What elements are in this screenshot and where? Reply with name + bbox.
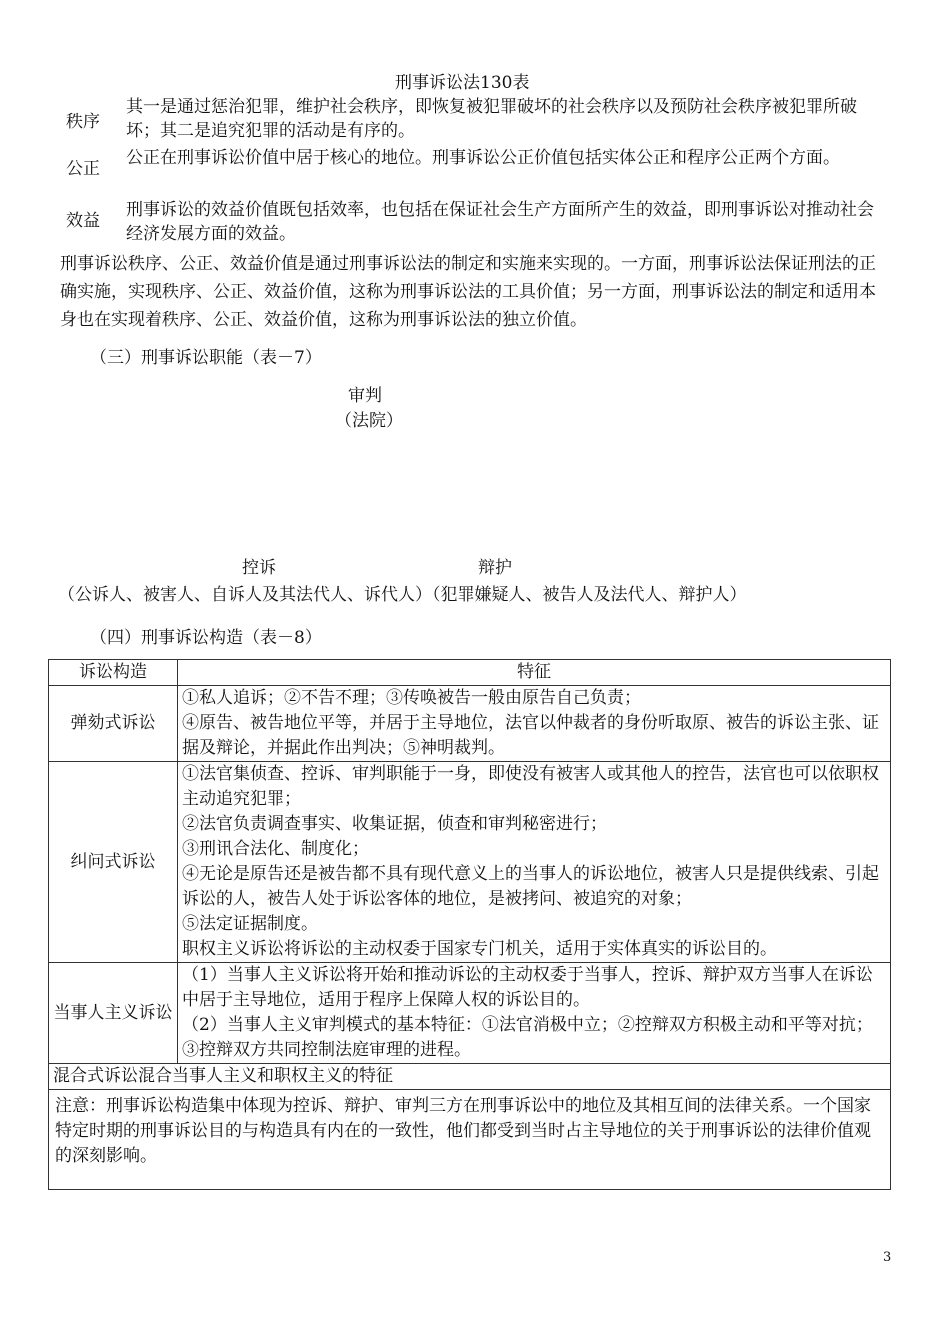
value-row-justice [60,146,880,194]
feature-line: ②法官负责调查事实、收集证据，侦查和审判秘密进行； [182,814,607,834]
structure-features [178,762,891,963]
feature-line: ③刑讯合法化、制度化； [182,839,369,859]
value-text: 公正在刑事诉讼价值中居于核心的地位。刑事诉讼公正价值包括实体公正和程序公正两个方面。 [126,148,840,168]
function-judge-party: （法院） [335,411,403,431]
feature-line: ④原告、被告地位平等，并居于主导地位，法官以仲裁者的身份听取原、被告的诉讼主张、证据及辩论，并据此作出判决；⑤神明裁判。 [182,713,879,758]
value-row-order [60,95,880,143]
structure-table [48,659,891,1190]
structure-name: 纠问式诉讼 [49,762,178,963]
header-features: 特征 [178,660,891,686]
section-heading-structure: （四）刑事诉讼构造（表－8） [90,628,322,648]
value-label: 公正 [66,159,100,179]
table-row [49,762,891,963]
function-prosecute: 控诉 [242,558,276,578]
table-row-mixed [49,1064,891,1090]
mixed-structure: 混合式诉讼混合当事人主义和职权主义的特征 [49,1064,891,1090]
section-heading-functions: （三）刑事诉讼职能（表－7） [90,348,322,368]
table-row [49,686,891,762]
value-label: 效益 [66,211,100,231]
feature-line: （2）当事人主义审判模式的基本特征：①法官消极中立；②控辩双方积极主动和平等对抗；③控辩双方共同控制法庭审理的进程。 [182,1015,873,1060]
value-text: 刑事诉讼的效益价值既包括效率，也包括在保证社会生产方面所产生的效益，即刑事诉讼对推动社会经济发展方面的效益。 [126,200,874,244]
feature-line: （1）当事人主义诉讼将开始和推动诉讼的主动权委于当事人，控诉、辩护双方当事人在诉讼中居于主导地位，适用于程序上保障人权的诉讼目的。 [182,965,873,1010]
table-row [49,963,891,1064]
page-number: 3 [883,1250,892,1265]
feature-line: ①私人追诉；②不告不理；③传唤被告一般由原告自己负责； [182,688,641,708]
document-title: 刑事诉讼法130表 [395,73,530,93]
structure-note: 注意：刑事诉讼构造集中体现为控诉、辩护、审判三方在刑事诉讼中的地位及其相互间的法律关系。一个国家特定时期的刑事诉讼目的与构造具有内在的一致性，他们都受到当时占主导地位的关于刑事诉讼的法律价值观的深刻影响。 [49,1090,891,1190]
value-row-efficiency [60,198,880,246]
summary-paragraph: 刑事诉讼秩序、公正、效益价值是通过刑事诉讼法的制定和实施来实现的。一方面，刑事诉讼法保证刑法的正确实施，实现秩序、公正、效益价值，这称为刑事诉讼法的工具价值；另一方面，刑事诉讼法的制定和适用本身也在实现着秩序、公正、效益价值，这称为刑事诉讼法的独立价值。 [60,254,876,330]
function-defend: 辩护 [478,558,512,578]
structure-name: 当事人主义诉讼 [49,963,178,1064]
feature-line: 职权主义诉讼将诉讼的主动权委于国家专门机关，适用于实体真实的诉讼目的。 [182,939,777,959]
function-judge: 审判 [348,386,382,406]
feature-line: ④无论是原告还是被告都不具有现代意义上的当事人的诉讼地位，被害人只是提供线索、引起诉讼的人，被告人处于诉讼客体的地位，是被拷问、被追究的对象； [182,864,879,909]
table-row-note [49,1090,891,1190]
value-label: 秩序 [66,112,100,132]
function-parties: （公诉人、被害人、自诉人及其法代人、诉代人）（犯罪嫌疑人、被告人及法代人、辩护人） [58,585,747,605]
header-structure: 诉讼构造 [49,660,178,686]
feature-line: ⑤法定证据制度。 [182,914,318,934]
structure-features [178,963,891,1064]
value-text: 其一是通过惩治犯罪，维护社会秩序，即恢复被犯罪破坏的社会秩序以及预防社会秩序被犯罪所破坏；其二是追究犯罪的活动是有序的。 [126,97,857,141]
structure-features [178,686,891,762]
structure-name: 弹劾式诉讼 [49,686,178,762]
feature-line: ①法官集侦查、控诉、审判职能于一身，即使没有被害人或其他人的控告，法官也可以依职权主动追究犯罪； [182,764,879,809]
table-header-row [49,660,891,686]
